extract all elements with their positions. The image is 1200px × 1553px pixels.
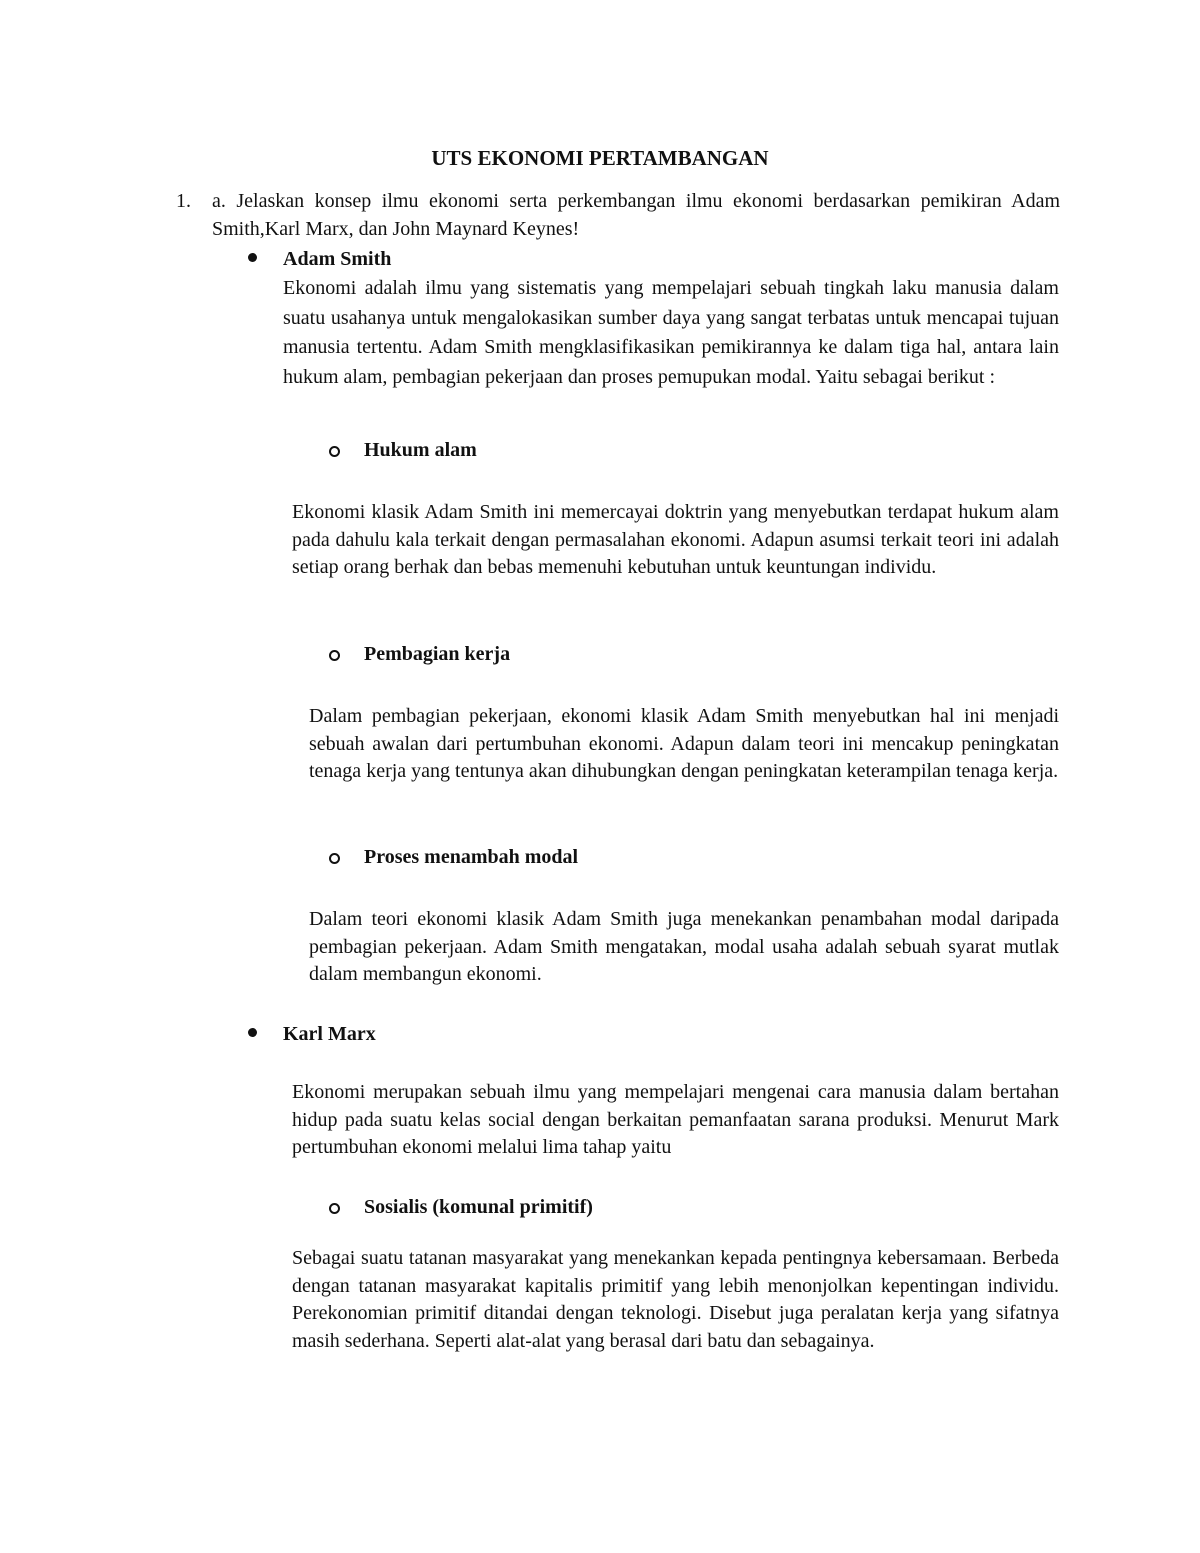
section-heading-karl-marx: Karl Marx (283, 1023, 376, 1045)
section-heading-adam-smith: Adam Smith (283, 248, 392, 270)
sosialis-text: Sebagai suatu tatanan masyarakat yang menekankan kepada pentingnya kebersamaan. Berbeda dengan tatanan masyarakat kapitalis primitif yang lebih menonjolkan kepentingan individu. Perekonomian primitif ditandai dengan teknologi. Disebut juga peralatan kerja yang sifatnya masih sederhana. Seperti alat-alat yang berasal dari batu dan sebagainya. (292, 1247, 1059, 1352)
bullet-dot-icon (248, 1028, 257, 1037)
bullet-circle-icon (329, 446, 340, 457)
document-title: UTS EKONOMI PERTAMBANGAN (431, 146, 769, 170)
subheading-proses-menambah-modal: Proses menambah modal (364, 846, 579, 868)
question-text: a. Jelaskan konsep ilmu ekonomi serta perkembangan ilmu ekonomi berdasarkan pemikiran Adam Smith,Karl Marx, dan John Maynard Keynes! (212, 190, 1060, 240)
subheading-hukum-alam: Hukum alam (364, 439, 477, 461)
bullet-dot-icon (248, 253, 257, 262)
adam-smith-intro: Ekonomi adalah ilmu yang sistematis yang mempelajari sebuah tingkah laku manusia dalam suatu usahanya untuk mengalokasikan sumber daya yang sangat terbatas untuk mencapai tujuan manusia tertentu. Adam Smith mengklasifikasikan pemikirannya ke dalam tiga hal, antara lain hukum alam, pembagian pekerjaan dan proses pemupukan modal. Yaitu sebagai berikut : (283, 277, 1059, 388)
subheading-pembagian-kerja: Pembagian kerja (364, 643, 511, 665)
karl-marx-intro: Ekonomi merupakan sebuah ilmu yang mempelajari mengenai cara manusia dalam bertahan hidup pada suatu kelas social dengan berkaitan pemanfaatan sarana produksi. Menurut Mark pertumbuhan ekonomi melalui lima tahap yaitu (292, 1081, 1059, 1158)
proses-menambah-modal-text: Dalam teori ekonomi klasik Adam Smith juga menekankan penambahan modal daripada pembagian pekerjaan. Adam Smith mengatakan, modal usaha adalah sebuah syarat mutlak dalam membangun ekonomi. (309, 908, 1059, 985)
bullet-circle-icon (329, 1203, 340, 1214)
hukum-alam-text: Ekonomi klasik Adam Smith ini memercayai doktrin yang menyebutkan terdapat hukum alam pada dahulu kala terkait dengan permasalahan ekonomi. Adapun asumsi terkait teori ini adalah setiap orang berhak dan bebas memenuhi kebutuhan untuk keuntungan individu. (292, 501, 1059, 578)
question-number: 1. (176, 190, 191, 212)
bullet-circle-icon (329, 853, 340, 864)
bullet-circle-icon (329, 650, 340, 661)
subheading-sosialis: Sosialis (komunal primitif) (364, 1196, 593, 1218)
pembagian-kerja-text: Dalam pembagian pekerjaan, ekonomi klasik Adam Smith menyebutkan hal ini menjadi sebuah awalan dari pertumbuhan ekonomi. Adapun dalam teori ini mencakup peningkatan tenaga kerja yang tentunya akan dihubungkan dengan peningkatan keterampilan tenaga kerja. (309, 705, 1059, 782)
